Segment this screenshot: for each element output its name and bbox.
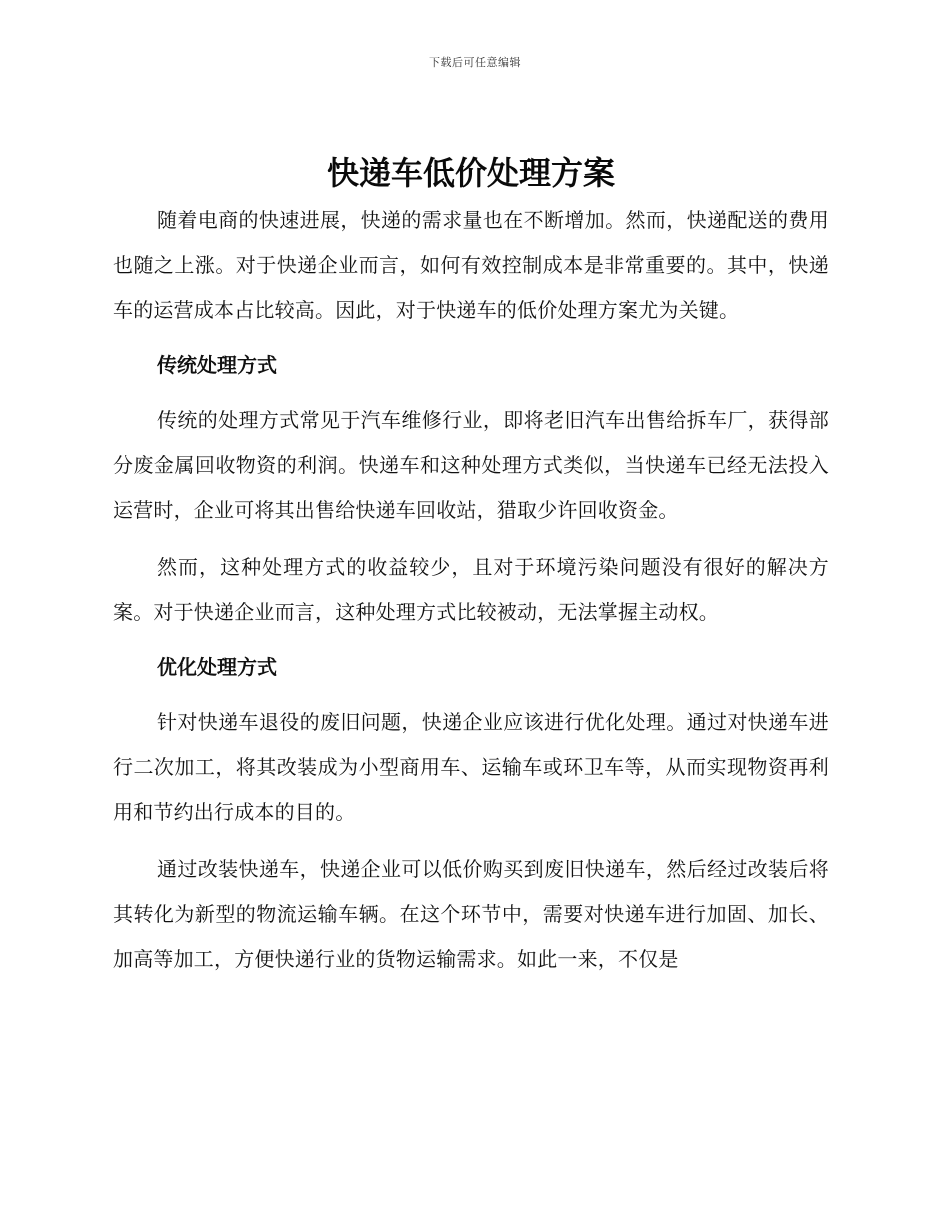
section-heading-traditional: 传统处理方式 [157, 353, 277, 377]
intro-paragraph: 随着电商的快速进展，快递的需求量也在不断增加。然而，快递配送的费用也随之上涨。对于快递企业而言，如何有效控制成本是非常重要的。其中，快递车的运营成本占比较高。因此，对于快递车的低价处理方案尤为关键。 [113, 208, 829, 322]
paragraph: 针对快递车退役的废旧问题，快递企业应该进行优化处理。通过对快递车进行二次加工，将其改装成为小型商用车、运输车或环卫车等，从而实现物资再利用和节约出行成本的目的。 [113, 710, 829, 824]
header-note: 下载后可任意编辑 [429, 56, 521, 69]
document-body [113, 150, 829, 994]
paragraph: 通过改装快递车，快递企业可以低价购买到废旧快递车，然后经过改装后将其转化为新型的物流运输车辆。在这个环节中，需要对快递车进行加固、加长、加高等加工，方便快递行业的货物运输需求。如此一来，不仅是 [113, 857, 829, 971]
section-heading-optimized: 优化处理方式 [157, 655, 277, 679]
document-title: 快递车低价处理方案 [326, 154, 615, 192]
paragraph: 传统的处理方式常见于汽车维修行业，即将老旧汽车出售给拆车厂，获得部分废金属回收物资的利润。快递车和这种处理方式类似，当快递车已经无法投入运营时，企业可将其出售给快递车回收站，猎取少许回收资金。 [113, 408, 829, 522]
paragraph: 然而，这种处理方式的收益较少，且对于环境污染问题没有很好的解决方案。对于快递企业而言，这种处理方式比较被动，无法掌握主动权。 [113, 555, 829, 624]
